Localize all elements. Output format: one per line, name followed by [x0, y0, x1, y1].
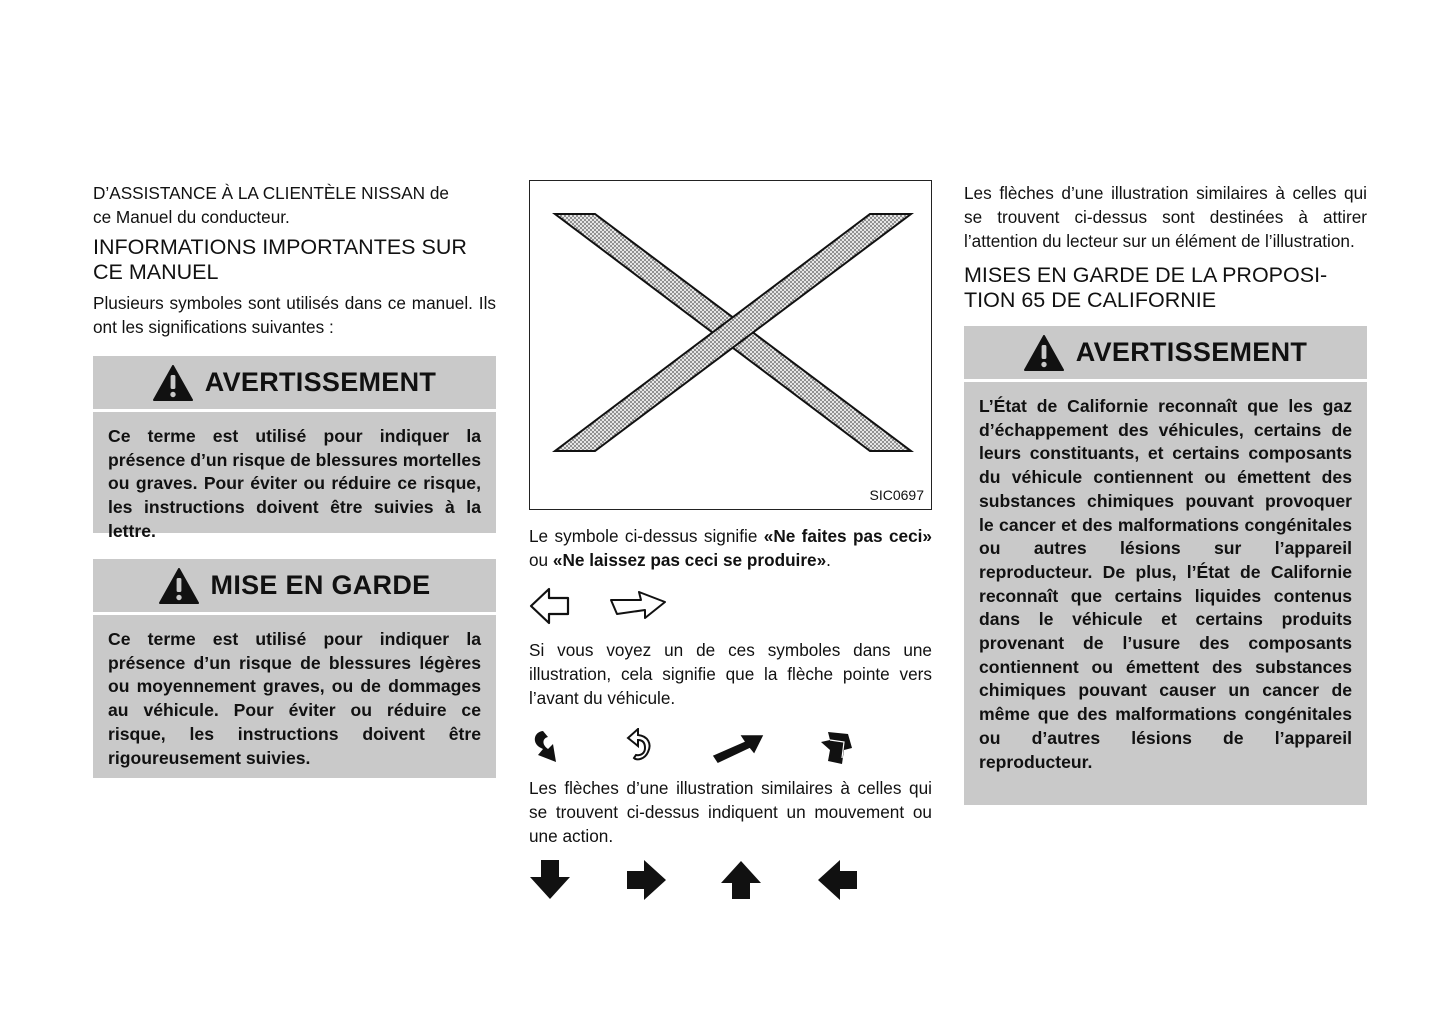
warning-triangle-icon: [1024, 335, 1064, 371]
movement-arrows-explanation: Les flèches d’une illustration similaires à celles qui se trouvent ci-dessus indiquent un mouvement ou une action.: [529, 778, 932, 846]
caption-prefix: Le symbole ci-dessus signifie: [529, 526, 764, 546]
warning-text: Ce terme est utilisé pour indiquer la présence d’un risque de blessures mortelles ou graves. Pour éviter ou réduire ce risque, les instructions doivent être suivies à la lettre.: [108, 426, 481, 541]
prop65-warning-header: [964, 326, 1367, 379]
intro-line-1: D’ASSISTANCE À LA CLIENTÈLE NISSAN de: [93, 183, 449, 203]
warning-triangle-icon: [153, 365, 193, 401]
figure-caption: [529, 524, 932, 572]
crossed-x-icon: [530, 181, 931, 509]
arrow-right-icon: [626, 859, 668, 901]
prop65-warning-box: [964, 326, 1367, 805]
attention-arrows-explanation: Les flèches d’une illustration similaires à celles qui se trouvent ci-dessus sont destinées à attirer l’attention du lecteur sur un élément de l’illustration.: [964, 183, 1367, 251]
arrow-down-icon: [529, 859, 571, 901]
right-column: [964, 180, 1367, 805]
warning-triangle-icon: [159, 568, 199, 604]
caution-box: [93, 559, 496, 778]
intro-line-2: ce Manuel du conducteur.: [93, 207, 290, 227]
section-heading-important-info: [93, 235, 496, 285]
warning-header: [93, 356, 496, 409]
front-arrows-row: [529, 586, 932, 626]
front-arrows-explanation: Si vous voyez un de ces symboles dans une illustration, cela signifie que la flèche pointe vers l’avant du véhicule.: [529, 640, 932, 708]
arrow-up-icon: [720, 859, 762, 901]
caption-mid: ou: [529, 550, 553, 570]
heading-line-1: INFORMATIONS IMPORTANTES SUR: [93, 235, 467, 259]
figure-label: SIC0697: [869, 487, 924, 503]
middle-column: [529, 180, 932, 901]
arrow-left-icon: [817, 859, 859, 901]
heading-line-2: TION 65 DE CALIFORNIE: [964, 288, 1217, 312]
curved-arrow-return-icon: [624, 728, 656, 768]
caution-title: MISE EN GARDE: [210, 570, 431, 600]
solid-arrows-row: [529, 859, 932, 901]
front-arrow-perspective-icon: [609, 586, 669, 626]
heading-line-2: CE MANUEL: [93, 260, 219, 284]
prop65-warning-title: AVERTISSEMENT: [1075, 337, 1308, 367]
prop65-warning-text: L’État de Californie reconnaît que les gaz d’échappement des véhicules, certains de leurs constituants, et certains composants du véhicule contiennent ou émettent des substances chimiques pouvant provoquer le cancer et des malformations congénitales ou autres lésions sur l’appareil reproducteur. De plus, l’État de Californie reconnaît que certains liquides contenus dans le véhicule et certains produits provenant de l’usure des composants contiennent ou émettent des substances chimiques pouvant causer un cancer de même que des malformations congénitales ou d’autres lésions de l’appareil reproducteur.: [979, 396, 1352, 772]
movement-arrows-row: [529, 728, 932, 768]
symbols-intro-paragraph: Plusieurs symboles sont utilisés dans ce manuel. Ils ont les significations suivantes :: [93, 293, 496, 337]
caption-suffix: .: [826, 550, 831, 570]
twisted-arrow-icon: [818, 728, 854, 768]
do-not-figure: [529, 180, 932, 510]
warning-box: [93, 356, 496, 541]
intro-text: [93, 181, 496, 229]
left-column: [93, 180, 496, 778]
caution-header: [93, 559, 496, 612]
curved-arrow-down-icon: [529, 728, 561, 768]
caution-text: Ce terme est utilisé pour indiquer la présence d’un risque de blessures légères ou moyennement graves, ou de dommages au véhicule. Pour éviter ou réduire ce risque, les instructions doivent être rigoureusement suivies.: [108, 629, 481, 768]
section-heading-prop65: [964, 263, 1367, 313]
warning-title: AVERTISSEMENT: [204, 367, 437, 397]
diagonal-arrow-icon: [712, 728, 764, 768]
front-arrow-outline-icon: [529, 586, 571, 626]
heading-line-1: MISES EN GARDE DE LA PROPOSI-: [964, 263, 1328, 287]
caption-bold-1: «Ne faites pas ceci»: [763, 526, 932, 546]
caption-bold-2: «Ne laissez pas ceci se produire»: [552, 550, 827, 570]
